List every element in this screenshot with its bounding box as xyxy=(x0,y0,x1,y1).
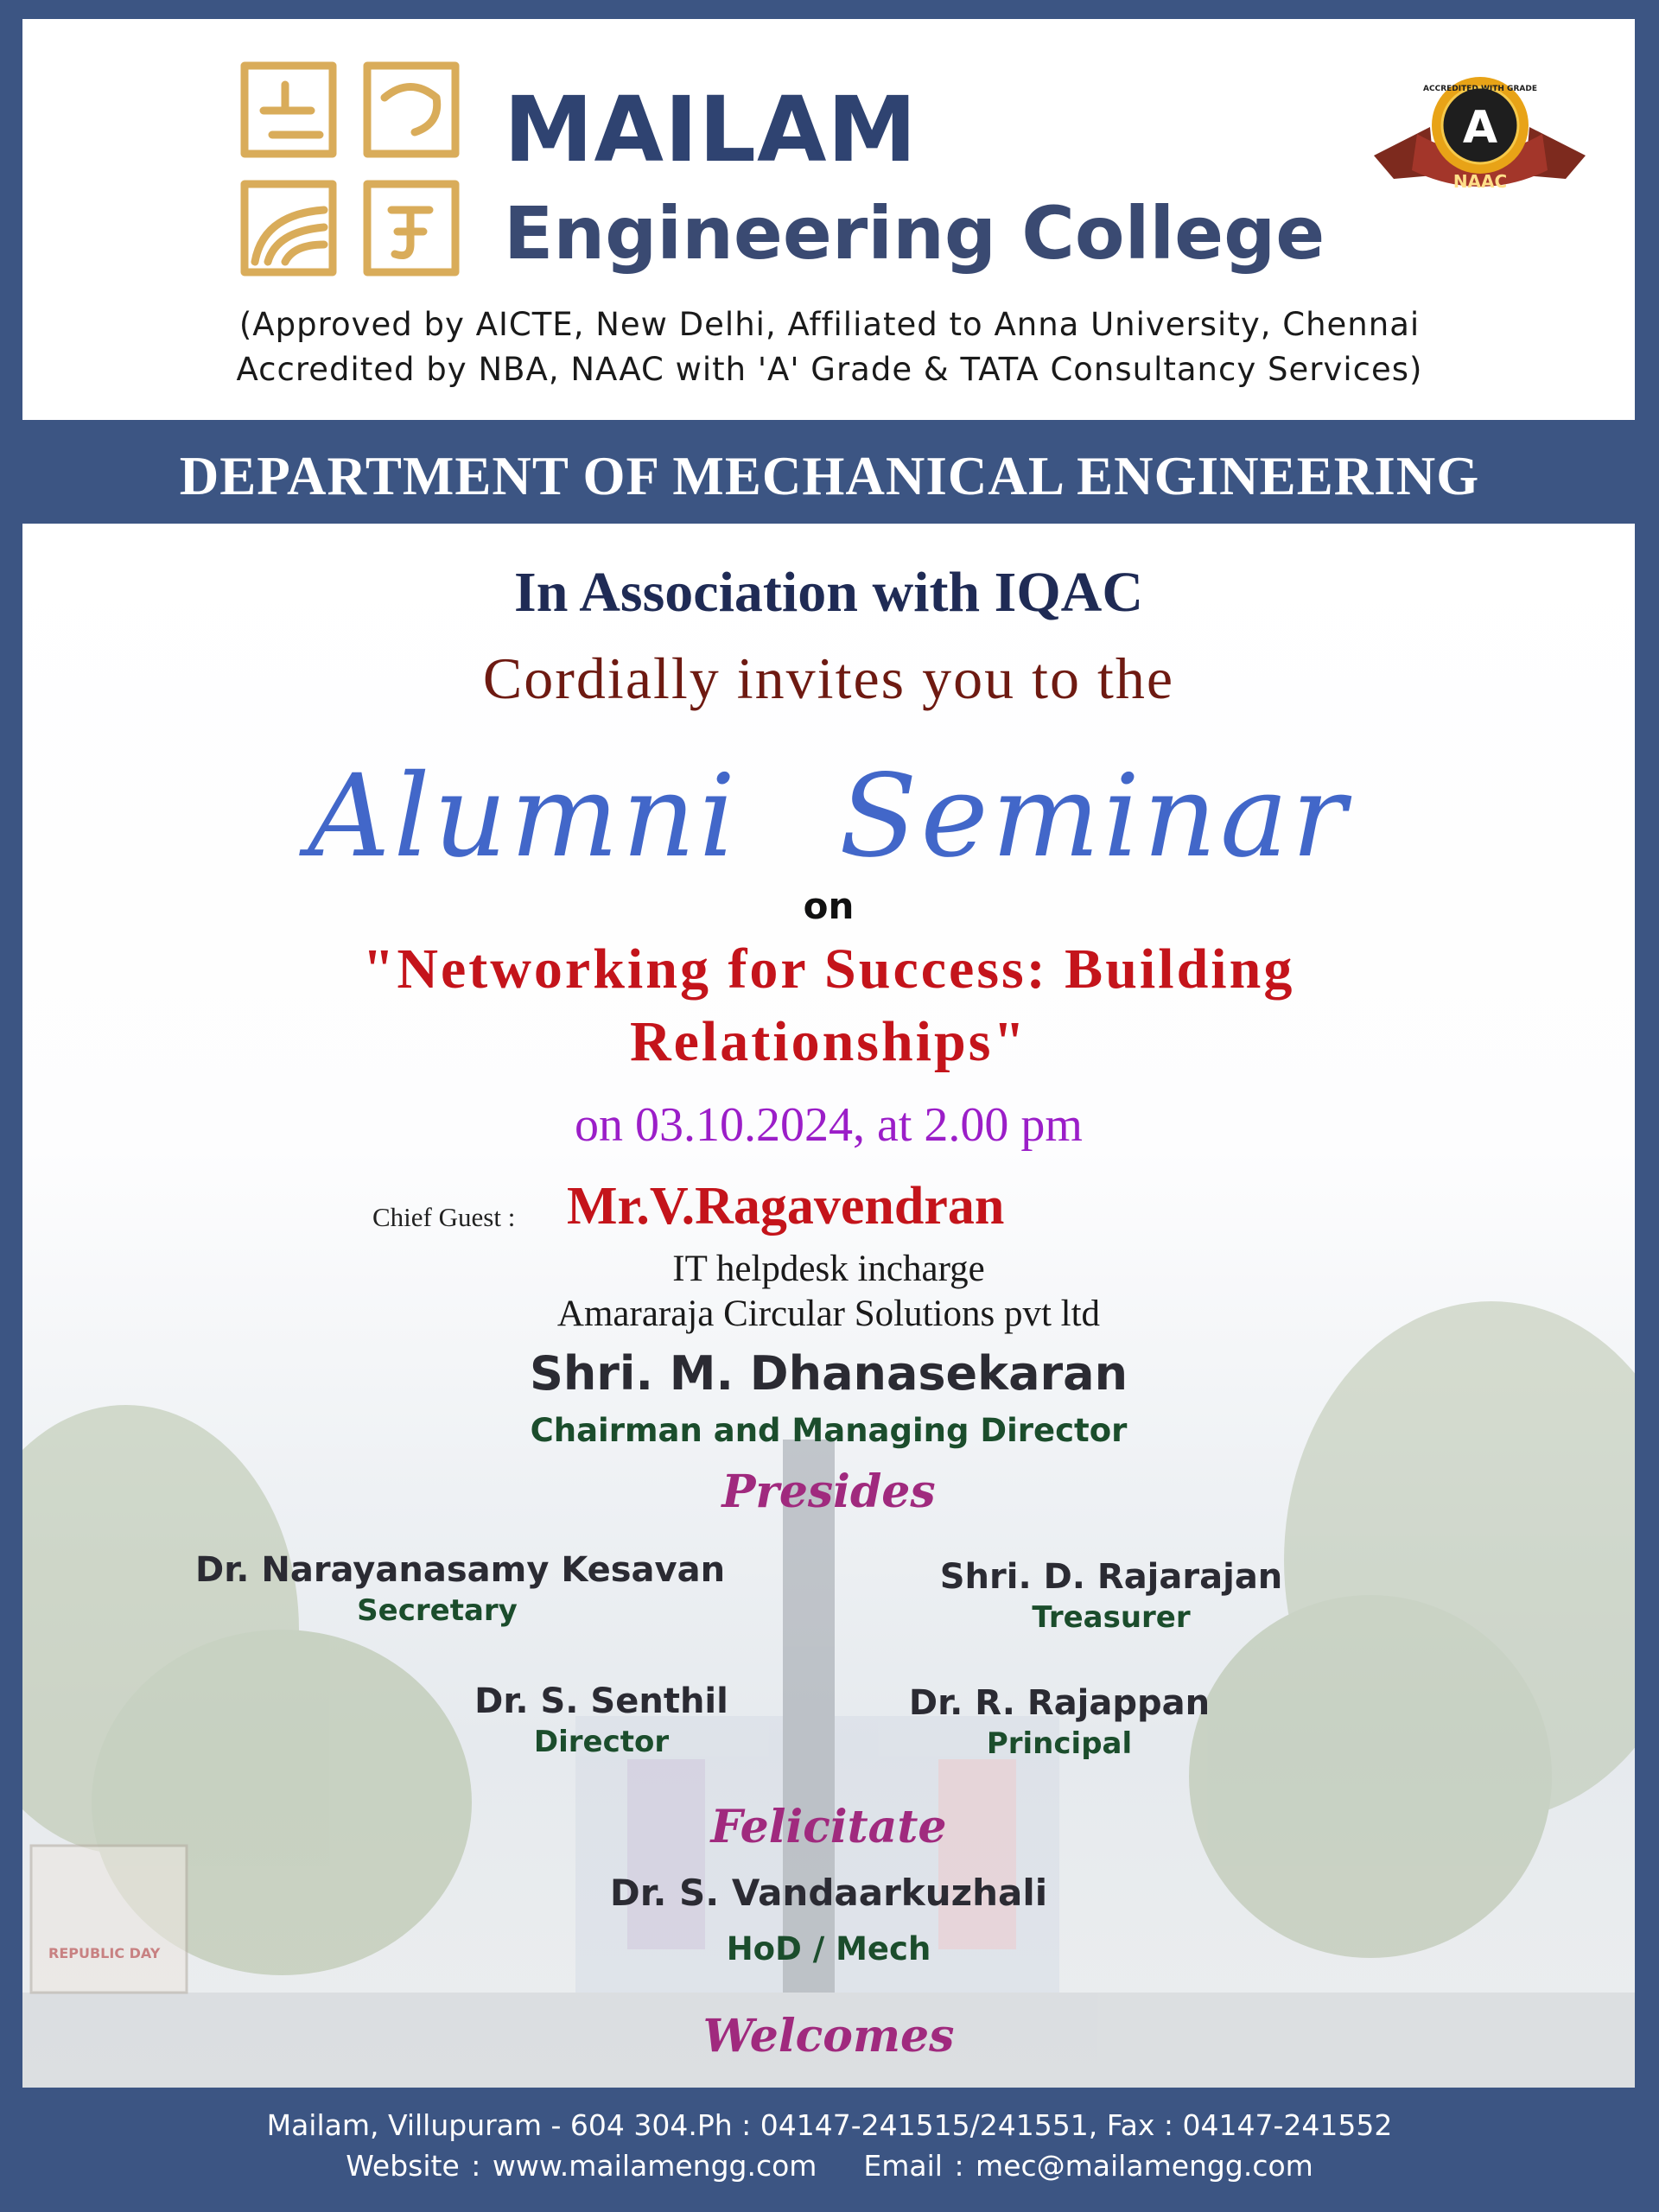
on-label: on xyxy=(803,885,855,927)
dignitary-director xyxy=(437,1681,766,1759)
dignitary-role: Treasurer xyxy=(1032,1600,1191,1635)
seminar-topic xyxy=(22,933,1635,1078)
chief-guest-role: IT helpdesk incharge xyxy=(672,1249,985,1289)
dignitary-name: Shri. D. Rajarajan xyxy=(939,1557,1283,1597)
invite-line: Cordially invites you to the xyxy=(482,645,1175,711)
dignitary-treasurer xyxy=(912,1557,1310,1635)
dignitary-role: Director xyxy=(533,1725,670,1759)
college-name: MAILAM xyxy=(504,77,918,182)
hod-name: Dr. S. Vandaarkuzhali xyxy=(609,1872,1048,1914)
badge-grade: A xyxy=(1462,102,1498,154)
felicitate-label: Felicitate xyxy=(710,1801,947,1853)
footer-address: Mailam, Villupuram - 604 304.Ph : 04147-241515/241551, Fax : 04147-241552 xyxy=(266,2108,1393,2142)
college-logo xyxy=(238,59,462,279)
topic-line-2: Relationships" xyxy=(629,1010,1028,1073)
dignitary-name: Dr. S. Senthil xyxy=(474,1681,728,1721)
badge-ribbon-text: NAAC xyxy=(1452,171,1508,192)
dignitary-role: Secretary xyxy=(357,1593,518,1628)
chief-guest-label: Chief Guest : xyxy=(372,1202,516,1232)
dignitary-role: Principal xyxy=(986,1726,1133,1761)
college-subname: Engineering College xyxy=(504,191,1325,276)
chairman-role: Chairman and Managing Director xyxy=(530,1412,1128,1449)
approval-line-1: (Approved by AICTE, New Delhi, Affiliated to Anna University, Chennai xyxy=(238,306,1421,343)
dignitary-secretary xyxy=(195,1550,726,1628)
chief-guest-name: Mr.V.Ragavendran xyxy=(567,1177,1005,1236)
dignitary-name: Dr. R. Rajappan xyxy=(908,1683,1211,1723)
presides-label: Presides xyxy=(721,1465,936,1518)
topic-line-1: "Networking for Success: Building xyxy=(362,938,1295,1001)
footer-contact: Website : www.mailamengg.com Email : mec@mailamengg.com xyxy=(346,2149,1313,2183)
naac-accreditation-badge xyxy=(1370,73,1590,207)
welcomes-label: Welcomes xyxy=(702,2010,955,2063)
dignitary-principal xyxy=(887,1683,1232,1761)
badge-ring-text: ACCREDITED WITH GRADE xyxy=(1423,85,1537,93)
department-title: DEPARTMENT OF MECHANICAL ENGINEERING xyxy=(179,446,1480,506)
event-title: Alumni Seminar xyxy=(308,750,1350,883)
approval-line-2: Accredited by NBA, NAAC with 'A' Grade & TATA Consultancy Services) xyxy=(236,351,1423,388)
event-date-time: on 03.10.2024, at 2.00 pm xyxy=(575,1098,1083,1152)
campus-sign-text: REPUBLIC DAY xyxy=(48,1945,161,1961)
chairman-name: Shri. M. Dhanasekaran xyxy=(529,1346,1128,1401)
approval-text xyxy=(0,302,1659,392)
dignitary-name: Dr. Narayanasamy Kesavan xyxy=(195,1550,726,1590)
association-line: In Association with IQAC xyxy=(514,561,1143,624)
chief-guest-organization: Amararaja Circular Solutions pvt ltd xyxy=(556,1294,1101,1334)
content-panel xyxy=(22,524,1635,2088)
hod-role: HoD / Mech xyxy=(726,1930,931,1967)
